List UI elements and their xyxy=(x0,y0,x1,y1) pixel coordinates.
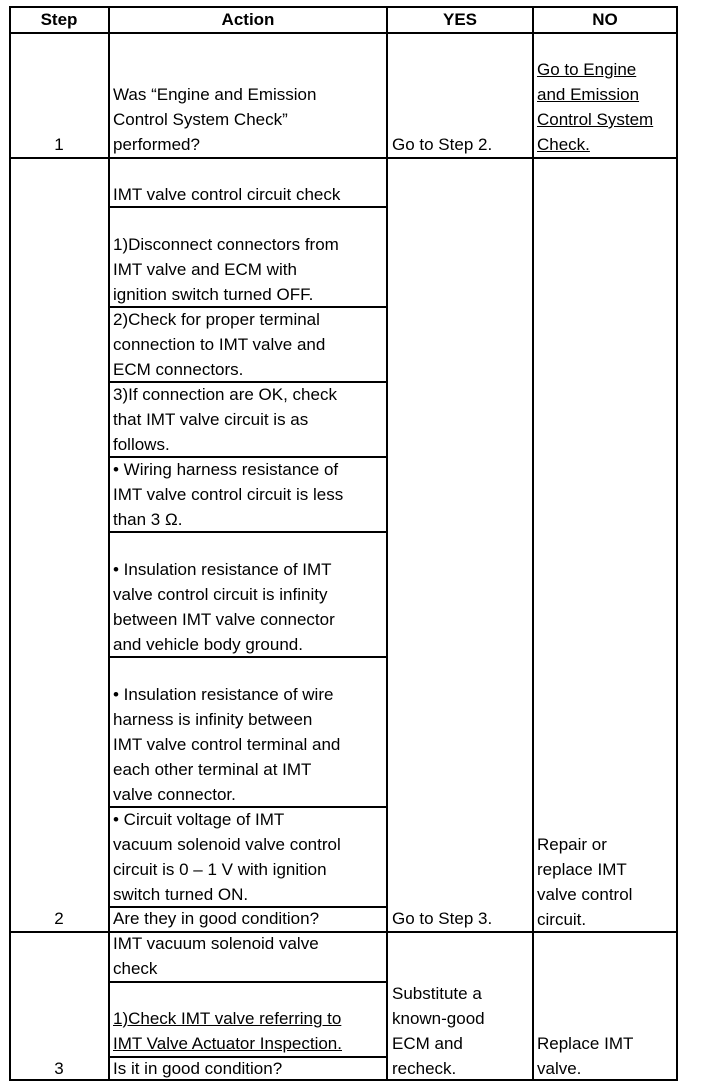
step1-action: Was “Engine and Emission Control System Check” performed? xyxy=(113,85,317,154)
step2-question: Are they in good condition? xyxy=(113,909,320,928)
inspection-link[interactable]: 1)Check IMT valve referring to xyxy=(113,1009,342,1028)
action-subdivider xyxy=(108,981,388,983)
step2-no: Repair or replace IMT valve control circuit. xyxy=(537,835,633,929)
step2-bullet-3: • Insulation resistance of wire harness is infinity between IMT valve control terminal and each other terminal at IMT valve connector. xyxy=(113,685,341,804)
step3-title: IMT vacuum solenoid valve check xyxy=(113,934,319,978)
diagnostic-table xyxy=(9,6,678,1081)
step2-bullet-2: • Insulation resistance of IMT valve control circuit is infinity between IMT valve connector and vehicle body ground. xyxy=(113,560,335,654)
step-number: 2 xyxy=(54,909,64,928)
header-row-divider xyxy=(9,32,678,34)
step3-substep-1 xyxy=(113,1006,342,1056)
step2-title: IMT valve control circuit check xyxy=(113,185,341,204)
step2-substep-2: 2)Check for proper terminal connection to IMT valve and ECM connectors. xyxy=(113,310,326,379)
step-number: 1 xyxy=(54,135,64,154)
header-action: Action xyxy=(221,10,275,29)
step2-bullet-1: • Wiring harness resistance of IMT valve control circuit is less than 3 Ω. xyxy=(113,460,344,529)
inspection-link[interactable]: IMT Valve Actuator Inspection. xyxy=(113,1034,342,1053)
column-divider-yes xyxy=(532,6,534,1081)
column-divider-action xyxy=(386,6,388,1081)
header-yes: YES xyxy=(442,10,478,29)
header-no: NO xyxy=(592,10,618,29)
step1-yes: Go to Step 2. xyxy=(392,135,493,154)
step1-row-divider xyxy=(9,157,678,159)
step3-no: Replace IMT valve. xyxy=(537,1034,634,1078)
step2-bullet-4: • Circuit voltage of IMT vacuum solenoid valve control circuit is 0 – 1 V with ignition switch turned ON. xyxy=(113,810,341,904)
step3-question: Is it in good condition? xyxy=(113,1059,283,1078)
step-number: 3 xyxy=(54,1059,64,1078)
step1-no-link[interactable]: Go to Engine and Emission Control System Check. xyxy=(537,60,654,154)
step2-substep-3: 3)If connection are OK, check that IMT valve circuit is as follows. xyxy=(113,385,337,454)
step2-yes: Go to Step 3. xyxy=(392,909,493,928)
step2-substep-1: 1)Disconnect connectors from IMT valve and ECM with ignition switch turned OFF. xyxy=(113,235,339,304)
header-step: Step xyxy=(40,10,78,29)
table-border-right xyxy=(676,6,678,1081)
step3-yes: Substitute a known-good ECM and recheck. xyxy=(392,984,485,1078)
